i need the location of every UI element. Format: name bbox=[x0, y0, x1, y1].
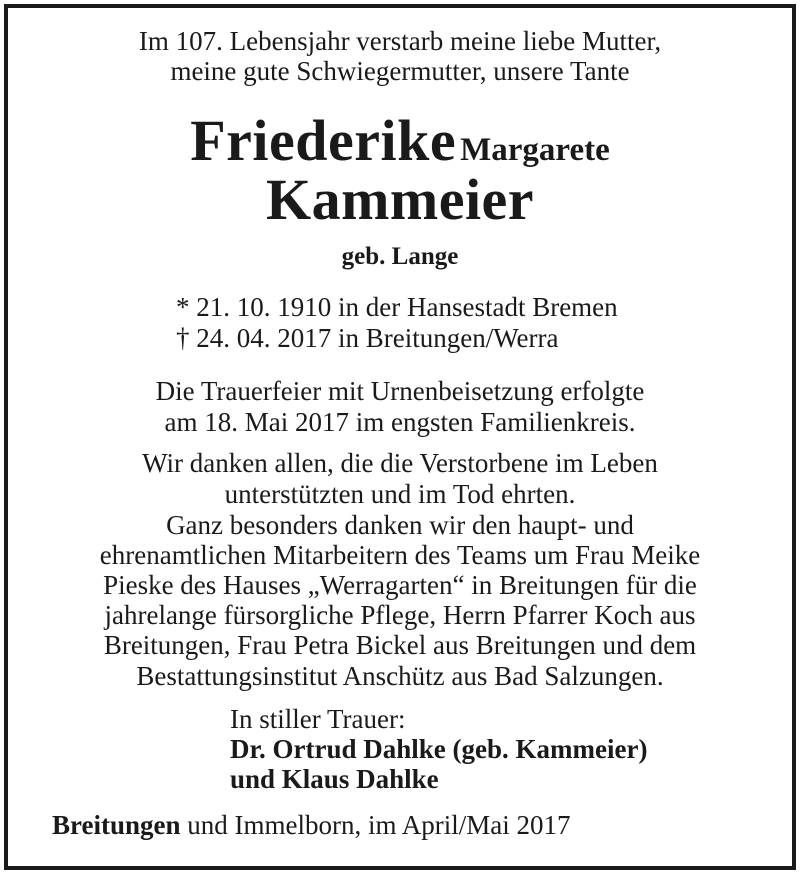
thanks-line: Pieske des Hauses „Werragarten“ in Breitungen für die bbox=[103, 570, 697, 600]
deceased-birth-name: geb. Lange bbox=[341, 243, 459, 270]
place-name: Breitungen bbox=[52, 810, 181, 840]
deceased-first-name: Friederike bbox=[190, 108, 457, 173]
thanks-line: unterstützten und im Tod ehrten. bbox=[224, 479, 576, 509]
thanks-line: Wir danken allen, die die Verstorbene im Leben bbox=[142, 448, 658, 478]
funeral-line-1: Die Trauerfeier mit Urnenbeisetzung erfolgte bbox=[155, 376, 645, 406]
intro-line-1: Im 107. Lebensjahr verstarb meine liebe Mutter, bbox=[138, 26, 662, 56]
thanks-line: jahrelange fürsorgliche Pflege, Herrn Pfarrer Koch aus bbox=[104, 600, 696, 630]
intro-line-2: meine gute Schwiegermutter, unsere Tante bbox=[170, 56, 630, 86]
place-date-line bbox=[52, 810, 800, 841]
thanks-line: Bestattungsinstitut Anschütz aus Bad Salzungen. bbox=[136, 661, 664, 691]
thanks-line: ehrenamtlichen Mitarbeitern des Teams um Frau Meike bbox=[99, 540, 701, 570]
mourners-intro: In stiller Trauer: bbox=[230, 704, 406, 734]
death-date: † 24. 04. 2017 in Breitungen/Werra bbox=[176, 323, 559, 353]
thanks-line: Ganz besonders danken wir den haupt- und bbox=[166, 510, 634, 540]
mourner-name-2: und Klaus Dahlke bbox=[230, 764, 439, 794]
place-date-rest: und Immelborn, im April/Mai 2017 bbox=[180, 810, 571, 840]
funeral-line-2: am 18. Mai 2017 im engsten Familienkreis. bbox=[164, 407, 636, 437]
deceased-middle-name: Margarete bbox=[460, 132, 610, 168]
thanks-line: Breitungen, Frau Petra Bickel aus Breitungen und dem bbox=[103, 630, 697, 660]
birth-date: * 21. 10. 1910 in der Hansestadt Bremen bbox=[176, 292, 618, 322]
deceased-last-name: Kammeier bbox=[265, 167, 535, 232]
mourner-name-1: Dr. Ortrud Dahlke (geb. Kammeier) bbox=[230, 734, 648, 764]
deceased-name-heading bbox=[0, 108, 800, 173]
